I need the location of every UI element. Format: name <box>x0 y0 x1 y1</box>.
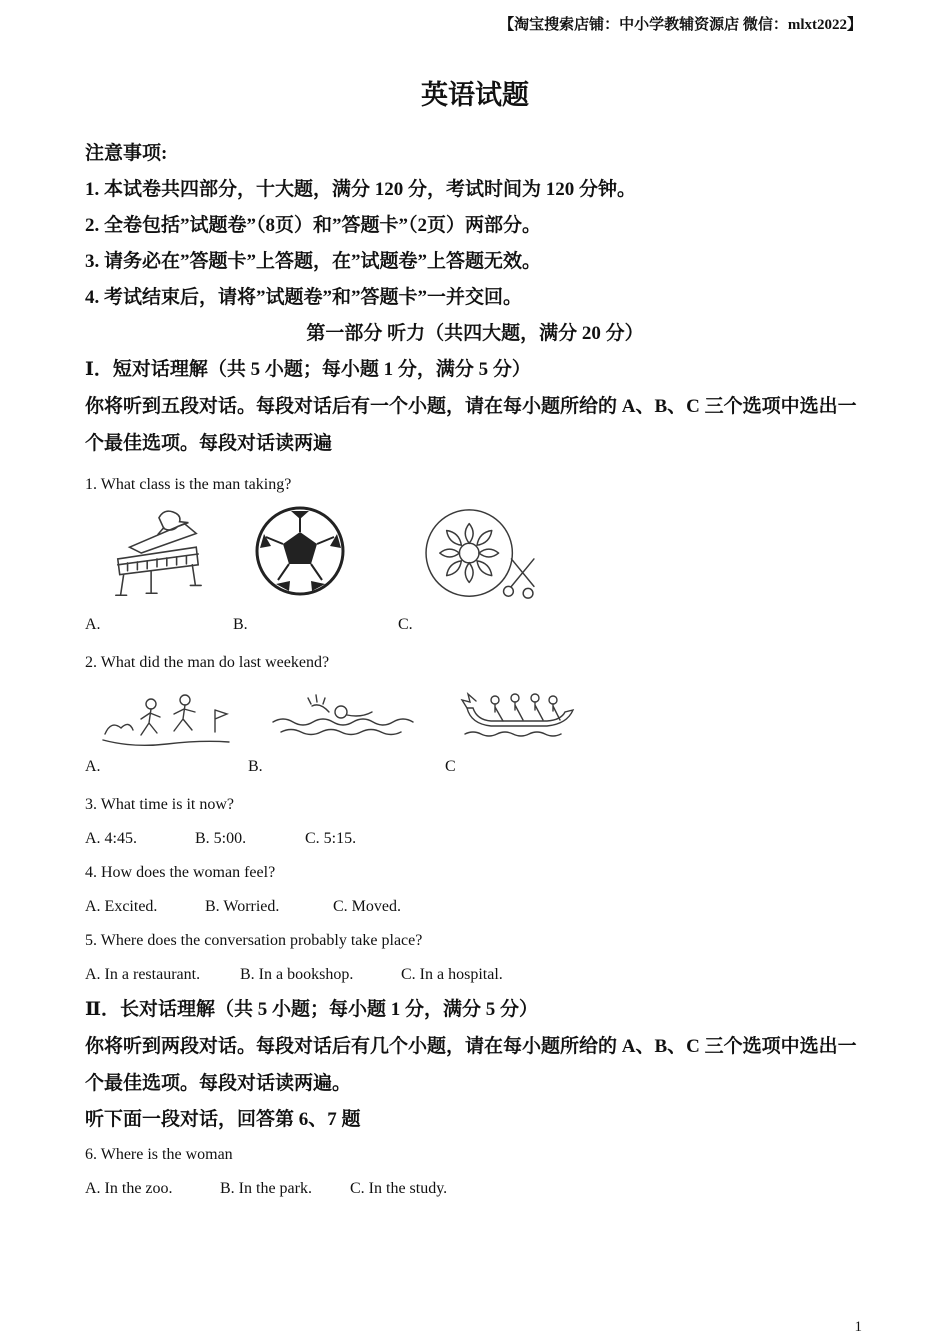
q3-option-a: A. 4:45. <box>85 830 137 847</box>
question-4-options <box>85 890 865 924</box>
section2-subheading: 听下面一段对话，回答第 6、7 题 <box>85 1109 361 1130</box>
page-title: 英语试题 <box>421 80 529 110</box>
question-1-picture-row <box>85 502 865 610</box>
q5-option-a: A. In a restaurant. <box>85 966 201 983</box>
q1-option-label-c: C. <box>398 616 413 633</box>
question-2-option-labels <box>85 752 865 782</box>
soccer-ball-image <box>253 504 348 599</box>
part1-heading: 第一部分 听力（共四大题，满分 20 分） <box>306 323 644 344</box>
question-4-text: 4. How does the woman feel? <box>85 864 276 881</box>
q3-option-b: B. 5:00. <box>195 830 247 847</box>
page-content <box>85 0 865 1206</box>
question-3-options <box>85 822 865 856</box>
q2-option-label-c: C <box>445 758 456 775</box>
running-outdoors-image <box>99 682 234 750</box>
page-number: 1 <box>854 1319 862 1335</box>
question-5-text: 5. Where does the conversation probably take place? <box>85 932 423 949</box>
header-shop-note: 【淘宝搜索店铺：中小学教辅资源店 微信：mlxt2022】 <box>499 17 862 33</box>
q4-option-a: A. Excited. <box>85 898 158 915</box>
q5-option-b: B. In a bookshop. <box>240 966 354 983</box>
paper-cutting-image <box>417 504 542 607</box>
question-5-options <box>85 958 865 992</box>
notice-item-2: 2. 全卷包括”试题卷”（8页）和”答题卡”（2页）两部分。 <box>85 215 542 236</box>
question-2-picture-row <box>85 680 865 752</box>
question-6-text: 6. Where is the woman <box>85 1146 233 1163</box>
q4-option-b: B. Worried. <box>205 898 280 915</box>
question-6-options <box>85 1172 865 1206</box>
section1-instructions: 你将听到五段对话。每段对话后有一个小题，请在每小题所给的 A、B、C 三个选项中选出一个最佳选项。每段对话读两遍 <box>85 396 857 454</box>
notice-heading: 注意事项: <box>85 143 168 164</box>
q4-option-c: C. Moved. <box>333 898 401 915</box>
section2-heading: Ⅱ．长对话理解（共 5 小题；每小题 1 分，满分 5 分） <box>85 999 539 1020</box>
notice-item-3: 3. 请务必在”答题卡”上答题，在”试题卷”上答题无效。 <box>85 251 542 272</box>
q1-option-label-b: B. <box>233 616 248 633</box>
question-1-text: 1. What class is the man taking? <box>85 476 292 493</box>
piano-image <box>107 504 207 607</box>
swimming-image <box>269 682 419 742</box>
q5-option-c: C. In a hospital. <box>401 966 503 983</box>
section2-instructions: 你将听到两段对话。每段对话后有几个小题，请在每小题所给的 A、B、C 三个选项中选出一个最佳选项。每段对话读两遍。 <box>85 1036 857 1094</box>
q2-option-label-a: A. <box>85 758 101 775</box>
question-1-option-labels <box>85 610 865 640</box>
question-3-text: 3. What time is it now? <box>85 796 235 813</box>
q6-option-b: B. In the park. <box>220 1180 312 1197</box>
question-2-text: 2. What did the man do last weekend? <box>85 654 330 671</box>
q6-option-c: C. In the study. <box>350 1180 448 1197</box>
q6-option-a: A. In the zoo. <box>85 1180 173 1197</box>
section1-heading: Ⅰ．短对话理解（共 5 小题；每小题 1 分，满分 5 分） <box>85 359 531 380</box>
dragon-boat-image <box>459 682 579 740</box>
q3-option-c: C. 5:15. <box>305 830 357 847</box>
q1-option-label-a: A. <box>85 616 101 633</box>
notice-item-4: 4. 考试结束后，请将”试题卷”和”答题卡”一并交回。 <box>85 287 523 308</box>
q2-option-label-b: B. <box>248 758 263 775</box>
notice-item-1: 1. 本试卷共四部分，十大题，满分 120 分，考试时间为 120 分钟。 <box>85 179 637 200</box>
